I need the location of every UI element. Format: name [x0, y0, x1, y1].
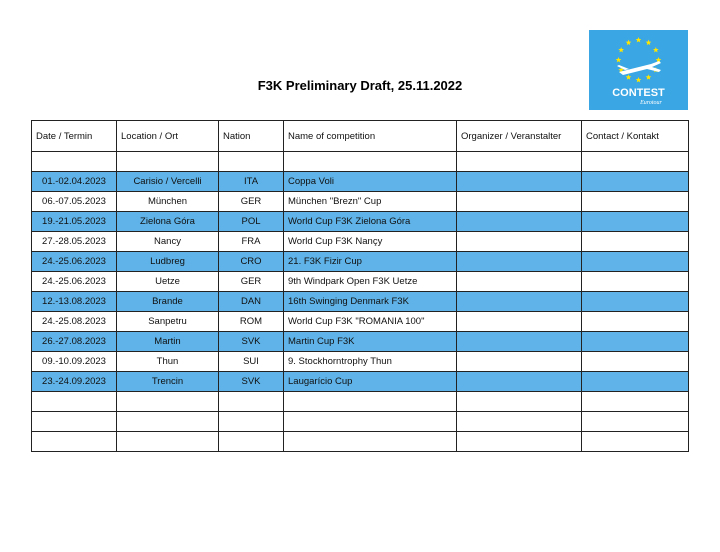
header-organizer: Organizer / Veranstalter [457, 121, 582, 152]
logo-eurotour-text: Eurotour [640, 100, 662, 106]
empty-cell [117, 392, 219, 412]
page-title: F3K Preliminary Draft, 25.11.2022 [257, 78, 463, 93]
date-cell: 09.-10.09.2023 [32, 352, 117, 372]
nation-cell: CRO [219, 252, 284, 272]
empty-row [32, 392, 689, 412]
contact-cell [582, 332, 689, 352]
organizer-cell [457, 332, 582, 352]
empty-cell [284, 152, 457, 172]
empty-cell [457, 152, 582, 172]
competition-cell: 16th Swinging Denmark F3K [284, 292, 457, 312]
empty-row [32, 432, 689, 452]
table-row [32, 312, 689, 332]
contact-cell [582, 212, 689, 232]
table-row [32, 252, 689, 272]
table-row [32, 192, 689, 212]
empty-cell [284, 432, 457, 452]
table-row [32, 172, 689, 192]
competition-table [31, 120, 689, 452]
location-cell: Brande [117, 292, 219, 312]
header-nation: Nation [219, 121, 284, 152]
location-cell: Sanpetru [117, 312, 219, 332]
nation-cell: ITA [219, 172, 284, 192]
location-cell: Zielona Góra [117, 212, 219, 232]
competition-cell: 21. F3K Fizir Cup [284, 252, 457, 272]
table-row [32, 352, 689, 372]
contact-cell [582, 372, 689, 392]
organizer-cell [457, 172, 582, 192]
competition-cell: World Cup F3K Nançy [284, 232, 457, 252]
organizer-cell [457, 372, 582, 392]
location-cell: Thun [117, 352, 219, 372]
date-cell: 23.-24.09.2023 [32, 372, 117, 392]
organizer-cell [457, 272, 582, 292]
table-row [32, 292, 689, 312]
nation-cell: SVK [219, 372, 284, 392]
location-cell: München [117, 192, 219, 212]
competition-cell: Laugarício Cup [284, 372, 457, 392]
star-icon [626, 40, 632, 45]
empty-row [32, 152, 689, 172]
contact-cell [582, 192, 689, 212]
empty-cell [284, 412, 457, 432]
organizer-cell [457, 252, 582, 272]
empty-cell [32, 392, 117, 412]
nation-cell: SVK [219, 332, 284, 352]
contact-cell [582, 292, 689, 312]
organizer-cell [457, 232, 582, 252]
location-cell: Ludbreg [117, 252, 219, 272]
nation-cell: GER [219, 192, 284, 212]
empty-cell [219, 412, 284, 432]
organizer-cell [457, 292, 582, 312]
empty-cell [219, 152, 284, 172]
table-header-row [32, 121, 689, 152]
table-row [32, 272, 689, 292]
star-icon [636, 37, 642, 42]
star-icon [618, 47, 624, 52]
empty-cell [219, 392, 284, 412]
location-cell: Carisio / Vercelli [117, 172, 219, 192]
competition-cell: Martin Cup F3K [284, 332, 457, 352]
competition-cell: World Cup F3K Zielona Góra [284, 212, 457, 232]
competition-cell: 9th Windpark Open F3K Uetze [284, 272, 457, 292]
organizer-cell [457, 212, 582, 232]
contest-logo-graphic [589, 30, 688, 110]
eu-stars-ring-icon [616, 37, 662, 82]
empty-cell [32, 432, 117, 452]
date-cell: 19.-21.05.2023 [32, 212, 117, 232]
table-row [32, 372, 689, 392]
empty-cell [582, 432, 689, 452]
header-competition: Name of competition [284, 121, 457, 152]
header-location: Location / Ort [117, 121, 219, 152]
empty-cell [582, 152, 689, 172]
location-cell: Martin [117, 332, 219, 352]
empty-cell [284, 392, 457, 412]
location-cell: Nancy [117, 232, 219, 252]
nation-cell: POL [219, 212, 284, 232]
contact-cell [582, 232, 689, 252]
contest-eurotour-logo [589, 30, 688, 110]
star-icon [616, 57, 622, 62]
empty-cell [457, 392, 582, 412]
empty-cell [32, 152, 117, 172]
empty-cell [117, 412, 219, 432]
empty-cell [117, 432, 219, 452]
contact-cell [582, 272, 689, 292]
date-cell: 06.-07.05.2023 [32, 192, 117, 212]
logo-contest-text: CONTEST [612, 87, 665, 99]
contact-cell [582, 252, 689, 272]
competition-cell: 9. Stockhorntrophy Thun [284, 352, 457, 372]
empty-cell [117, 152, 219, 172]
empty-cell [582, 412, 689, 432]
date-cell: 24.-25.06.2023 [32, 252, 117, 272]
nation-cell: DAN [219, 292, 284, 312]
table-row [32, 232, 689, 252]
nation-cell: FRA [219, 232, 284, 252]
date-cell: 26.-27.08.2023 [32, 332, 117, 352]
glider-plane-icon [617, 61, 661, 75]
date-cell: 12.-13.08.2023 [32, 292, 117, 312]
empty-cell [32, 412, 117, 432]
date-cell: 24.-25.08.2023 [32, 312, 117, 332]
table-row [32, 332, 689, 352]
nation-cell: GER [219, 272, 284, 292]
location-cell: Uetze [117, 272, 219, 292]
date-cell: 27.-28.05.2023 [32, 232, 117, 252]
star-icon [646, 40, 652, 45]
date-cell: 24.-25.06.2023 [32, 272, 117, 292]
contact-cell [582, 172, 689, 192]
nation-cell: ROM [219, 312, 284, 332]
empty-cell [582, 392, 689, 412]
table-row [32, 212, 689, 232]
contact-cell [582, 352, 689, 372]
empty-row [32, 412, 689, 432]
competition-cell: World Cup F3K "ROMANIA 100" [284, 312, 457, 332]
header-date: Date / Termin [32, 121, 117, 152]
organizer-cell [457, 352, 582, 372]
empty-cell [457, 412, 582, 432]
empty-cell [457, 432, 582, 452]
contact-cell [582, 312, 689, 332]
competition-cell: Coppa Voli [284, 172, 457, 192]
organizer-cell [457, 312, 582, 332]
date-cell: 01.-02.04.2023 [32, 172, 117, 192]
location-cell: Trencin [117, 372, 219, 392]
star-icon [653, 47, 659, 52]
empty-cell [219, 432, 284, 452]
organizer-cell [457, 192, 582, 212]
header-contact: Contact / Kontakt [582, 121, 689, 152]
nation-cell: SUI [219, 352, 284, 372]
competition-cell: München "Brezn" Cup [284, 192, 457, 212]
